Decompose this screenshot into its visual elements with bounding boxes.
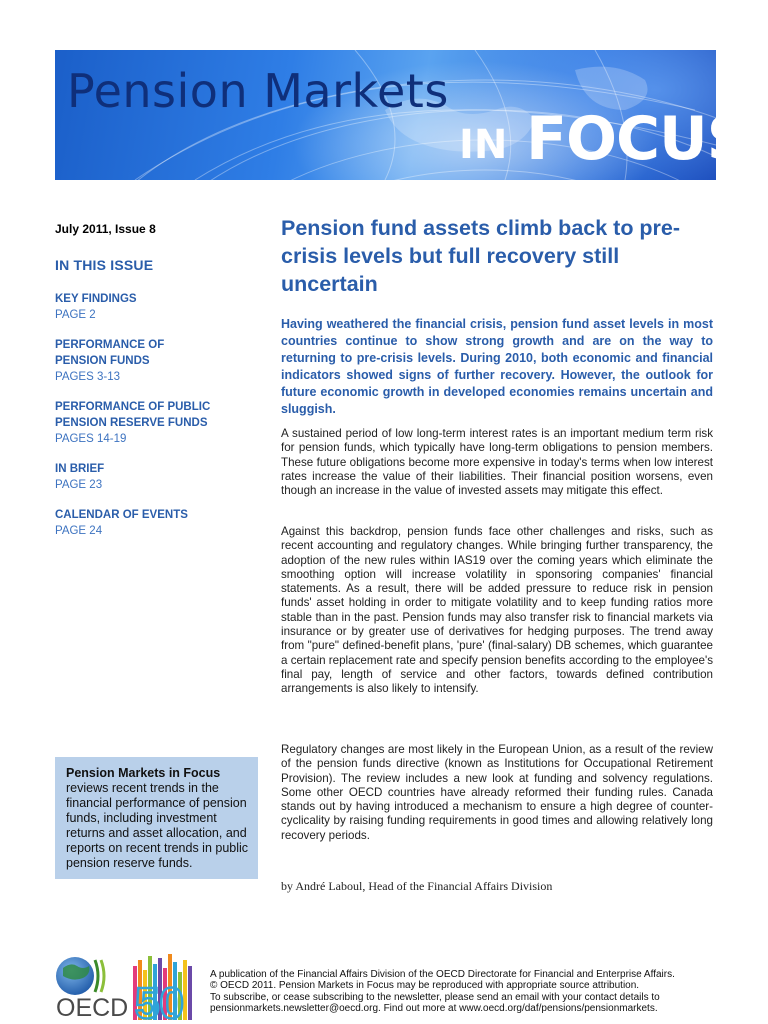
masthead-focus: FOCUS xyxy=(526,104,749,174)
article-paragraph: Regulatory changes are most likely in the European Union, as a result of the review of the pension funds directive (known as Institutions for Occupational Retirement Provision). The review includes a new look at funding and solvency regulations. Some other OECD countries have already reformed their funding rules. Canada stands out by having introduced a mechanism to ensure a high degree of counter-cyclicality by raising funding requirements in good times and allowing relatively long recovery periods. xyxy=(281,743,713,842)
footer-text xyxy=(210,969,710,1014)
toc-entry-page: PAGE 23 xyxy=(55,479,103,491)
info-box-title: Pension Markets in Focus xyxy=(66,766,221,780)
info-box-text: reviews recent trends in the financial performance of pension funds, including investment returns and asset allocation, and reports on recent trends in public pension reserve funds. xyxy=(66,781,249,870)
footer-line: To subscribe, or cease subscribing to the newsletter, please send an email with your contact details to xyxy=(210,991,660,1003)
toc-entry-title: CALENDAR OF EVENTS xyxy=(55,509,188,521)
toc-entry-calendar[interactable] xyxy=(55,507,240,539)
article-paragraph: A sustained period of low long-term interest rates is an important medium term risk for pension funds, which typically have long-term obligations to pension members. These future obligations become more expensive in today's terms when low interest rates increase the value of their liabilities. Their financial position worsens, even though an increase in the value of invested assets may mitigate this effect. xyxy=(281,427,713,498)
toc-entry-in-brief[interactable] xyxy=(55,461,240,493)
masthead-in: IN xyxy=(459,122,508,168)
toc-entry-public-reserve-funds[interactable] xyxy=(55,399,240,447)
toc-entry-page: PAGES 3-13 xyxy=(55,371,120,383)
toc-entry-title: IN BRIEF xyxy=(55,463,105,475)
toc-entry-performance-pension-funds[interactable] xyxy=(55,337,180,385)
article-headline: Pension fund assets climb back to pre-crisis levels but full recovery still uncertain xyxy=(281,216,681,296)
table-of-contents xyxy=(55,291,240,553)
footer-line: A publication of the Financial Affairs Division of the OECD Directorate for Financial and Enterprise Affairs. xyxy=(210,969,675,980)
toc-entry-title: PERFORMANCE OF PUBLIC PENSION RESERVE FUNDS xyxy=(55,401,211,429)
masthead-banner xyxy=(55,50,749,180)
toc-entry-page: PAGE 24 xyxy=(55,525,103,537)
info-box xyxy=(55,757,258,879)
toc-entry-title: PERFORMANCE OF PENSION FUNDS xyxy=(55,339,165,367)
issue-date: July 2011, Issue 8 xyxy=(55,222,156,236)
toc-entry-title: KEY FINDINGS xyxy=(55,293,137,305)
toc-entry-key-findings[interactable] xyxy=(55,291,240,323)
article-lead: Having weathered the financial crisis, pension fund asset levels in most countries continue to show strong growth and are on the way to returning to pre-crisis levels. During 2010, both economic and financial indicators showed signs of further recovery. However, the outlook for future economic growth in developed economies remains uncertain and sluggish. xyxy=(281,317,713,416)
footer-line: © OECD 2011. Pension Markets in Focus may be reproduced with appropriate source attribution. xyxy=(210,980,640,992)
anniversary-number: 50 xyxy=(135,979,184,1024)
toc-heading: IN THIS ISSUE xyxy=(55,257,154,273)
oecd-wordmark: OECD xyxy=(56,994,129,1022)
article-byline: by André Laboul, Head of the Financial Affairs Division xyxy=(281,879,553,893)
toc-entry-page: PAGES 14-19 xyxy=(55,433,127,445)
footer-line[interactable]: pensionmarkets.newsletter@oecd.org. Find out more at www.oecd.org/daf/pensions/pensionmarkets. xyxy=(210,1002,658,1014)
article-paragraph: Against this backdrop, pension funds face other challenges and risks, such as recent accounting and regulatory changes. While bringing further transparency, the adoption of the new rules within IAS19 over the coming years which eliminate the smoothing option will increase volatility in sponsoring companies' financial statements. As a result, there will be added pressure to reduce risk in pension funds' asset holding in order to mitigate volatility and to keep funding ratios more stable than in the past. Pension funds may also transfer risk to financial markets via insurance or by greater use of derivatives for hedging purposes. The trend away from "pure" defined-benefit plans, 'pure' (final-salary) DB schemes, which guarantee a certain replacement rate and specify pension benefits according to the employee's final pay, length of service and other factors, towards defined contribution arrangements is also likely to intensify. xyxy=(281,525,713,696)
toc-entry-page: PAGE 2 xyxy=(55,309,96,321)
masthead-title: Pension Markets xyxy=(67,64,449,118)
